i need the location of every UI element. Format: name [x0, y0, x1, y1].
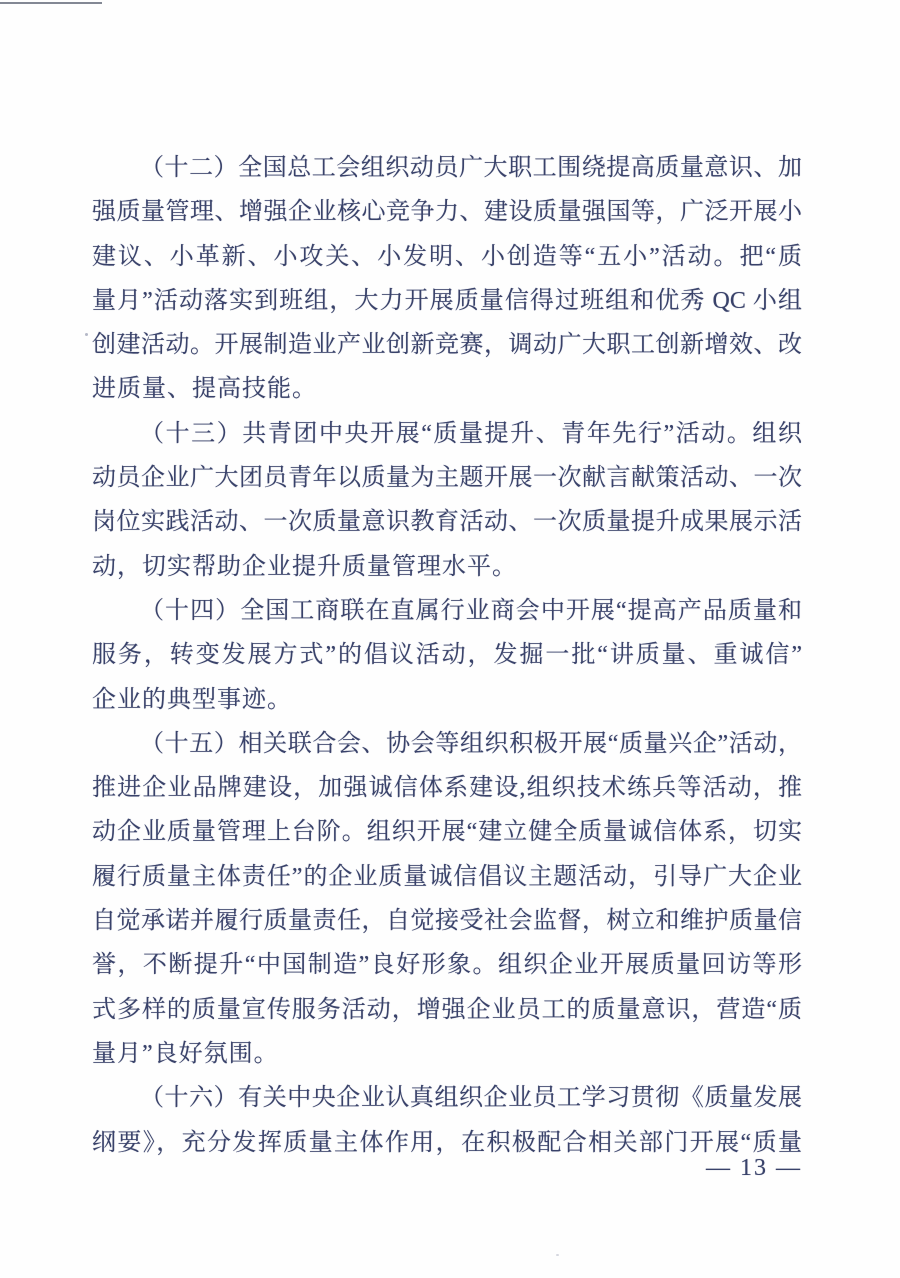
text-line: 服务，转变发展方式”的倡议活动，发掘一批“讲质量、重诚信”	[92, 642, 802, 669]
text-line: （十三）共青团中央开展“质量提升、青年先行”活动。组织	[140, 420, 802, 447]
text-line: 纲要》，充分发挥质量主体作用，在积极配合相关部门开展“质量	[92, 1129, 802, 1156]
text-line: 量月”良好氛围。	[92, 1040, 279, 1067]
text-line: 创建活动。开展制造业产业创新竞赛，调动广大职工创新增效、改	[92, 332, 802, 359]
text-line: 推进企业品牌建设，加强诚信体系建设,组织技术练兵等活动，推	[92, 775, 802, 802]
text-line: （十六）有关中央企业认真组织企业员工学习贯彻《质量发展	[140, 1085, 802, 1112]
text-line: 岗位实践活动、一次质量意识教育活动、一次质量提升成果展示活	[92, 509, 802, 536]
text-line: 动企业质量管理上台阶。组织开展“建立健全质量诚信体系，切实	[92, 819, 802, 846]
text-line: 动，切实帮助企业提升质量管理水平。	[92, 553, 517, 580]
text-line: （十四）全国工商联在直属行业商会中开展“提高产品质量和	[140, 597, 802, 624]
text-line: （十二）全国总工会组织动员广大职工围绕提高质量意识、加	[140, 155, 802, 181]
text-line: 履行质量主体责任”的企业质量诚信倡议主题活动，引导广大企业	[92, 863, 802, 890]
scan-artifact-speck	[85, 333, 88, 336]
scan-artifact-speck	[556, 1254, 559, 1256]
text-line: 自觉承诺并履行质量责任，自觉接受社会监督，树立和维护质量信	[92, 908, 802, 935]
text-line: 动员企业广大团员青年以质量为主题开展一次献言献策活动、一次	[92, 465, 802, 492]
text-line: 誉，不断提升“中国制造”良好形象。组织企业开展质量回访等形	[92, 952, 802, 979]
text-line: 企业的典型事迹。	[92, 686, 292, 713]
text-line: 式多样的质量宣传服务活动，增强企业员工的质量意识，营造“质	[92, 996, 802, 1023]
document-body	[92, 146, 802, 1165]
text-line: 进质量、提高技能。	[92, 376, 317, 403]
scan-artifact-line	[0, 2, 102, 4]
text-line: 建议、小革新、小攻关、小发明、小创造等“五小”活动。把“质	[92, 243, 802, 270]
text-line: （十五）相关联合会、协会等组织积极开展“质量兴企”活动，	[140, 730, 802, 757]
text-line: 强质量管理、增强企业核心竞争力、建设质量强国等，广泛开展小	[92, 199, 802, 226]
page-number: — 13 —	[706, 1155, 802, 1181]
text-line: 量月”活动落实到班组，大力开展质量信得过班组和优秀 QC 小组	[92, 287, 802, 314]
